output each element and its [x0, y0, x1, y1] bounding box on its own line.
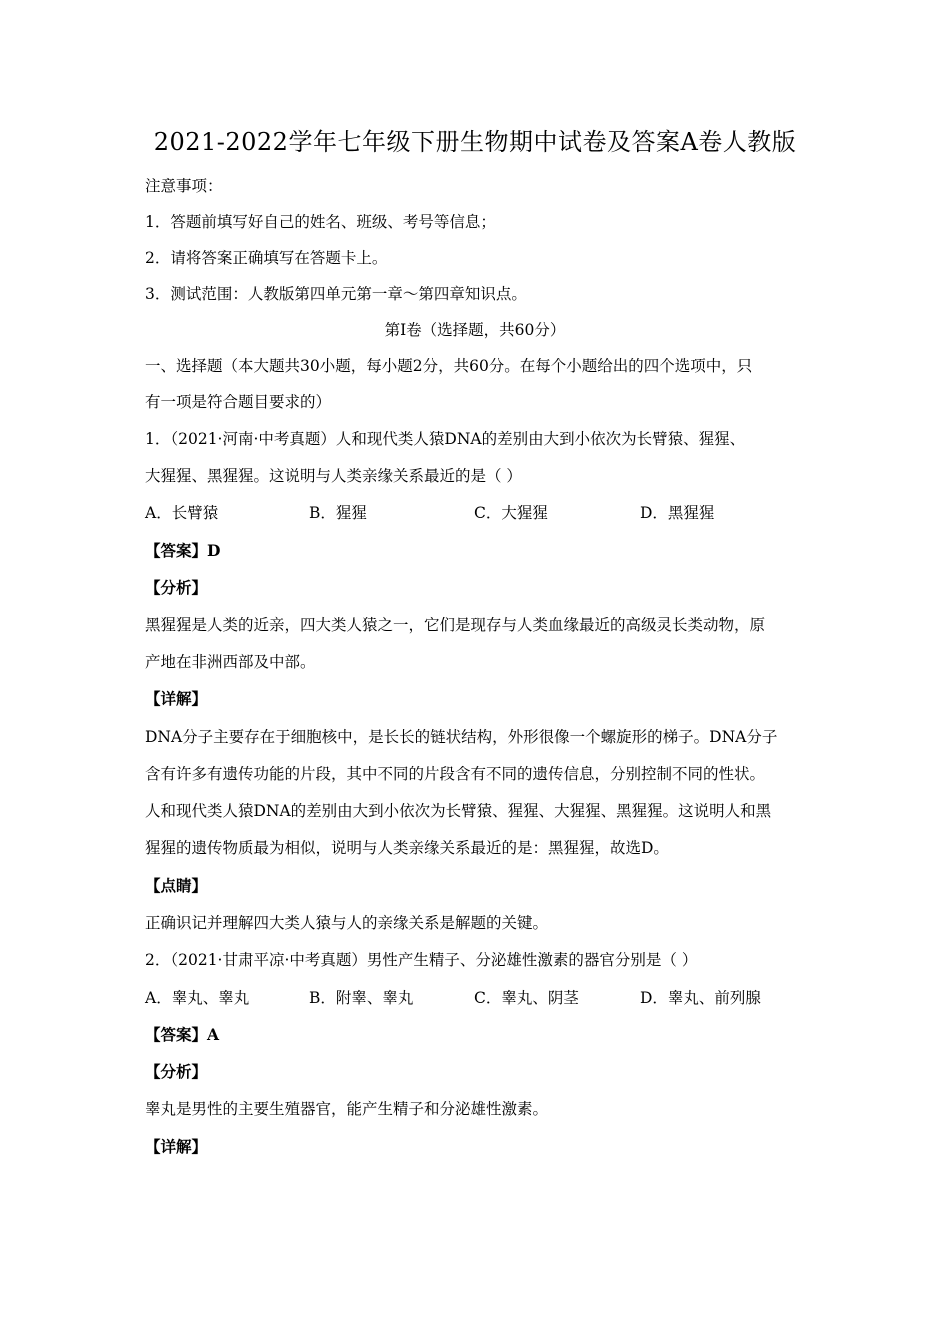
- question-2-option-a: A．睾丸、睾丸: [145, 989, 250, 1007]
- notice-item: 1．答题前填写好自己的姓名、班级、考号等信息；: [145, 213, 496, 231]
- question-2-option-c: C．睾丸、阴茎: [474, 989, 579, 1007]
- question-1-stem: 大猩猩、黑猩猩。这说明与人类亲缘关系最近的是（ ）: [145, 467, 522, 485]
- question-2-analysis: 睾丸是男性的主要生殖器官，能产生精子和分泌雄性激素。: [145, 1100, 549, 1118]
- question-1-detail: DNA分子主要存在于细胞核中，是长长的链状结构，外形很像一个螺旋形的梯子。DNA分子: [145, 728, 778, 746]
- section-intro: 有一项是符合题目要求的）: [145, 393, 332, 411]
- question-1-stem: 1．（2021·河南·中考真题）人和现代类人猿DNA的差别由大到小依次为长臂猿、猩猩、: [145, 430, 746, 448]
- question-2-option-d: D．睾丸、前列腺: [640, 989, 761, 1007]
- document-title: 2021-2022学年七年级下册生物期中试卷及答案A卷人教版: [153, 128, 797, 156]
- question-1-detail-label: 【详解】: [145, 689, 208, 708]
- question-1-option-a: A．长臂猿: [145, 504, 219, 522]
- question-1-tip: 正确识记并理解四大类人猿与人的亲缘关系是解题的关键。: [145, 914, 549, 932]
- section-intro: 一、选择题（本大题共30小题，每小题2分，共60分。在每个小题给出的四个选项中，只: [145, 357, 753, 375]
- question-2-analysis-label: 【分析】: [145, 1062, 208, 1081]
- question-1-detail: 含有许多有遗传功能的片段，其中不同的片段含有不同的遗传信息，分别控制不同的性状。: [145, 765, 766, 783]
- question-1-option-b: B．猩猩: [309, 504, 367, 522]
- question-1-analysis-label: 【分析】: [145, 578, 208, 597]
- notice-item: 2．请将答案正确填写在答题卡上。: [145, 249, 388, 267]
- notice-heading: 注意事项：: [145, 177, 223, 195]
- question-1-analysis: 产地在非洲西部及中部。: [145, 653, 316, 671]
- question-2-stem: 2．（2021·甘肃平凉·中考真题）男性产生精子、分泌雄性激素的器官分别是（ ）: [145, 951, 698, 969]
- question-2-detail-label: 【详解】: [145, 1137, 208, 1156]
- question-1-detail: 猩猩的遗传物质最为相似，说明与人类亲缘关系最近的是：黑猩猩，故选D。: [145, 839, 669, 857]
- question-1-analysis: 黑猩猩是人类的近亲，四大类人猿之一，它们是现存与人类血缘最近的高级灵长类动物，原: [145, 616, 766, 634]
- question-1-option-d: D．黑猩猩: [640, 504, 715, 522]
- question-1-tip-label: 【点睛】: [145, 876, 208, 895]
- question-2-answer: 【答案】A: [145, 1025, 220, 1044]
- notice-item: 3．测试范围：人教版第四单元第一章～第四章知识点。: [145, 285, 527, 303]
- question-1-answer: 【答案】D: [145, 541, 221, 560]
- question-1-option-c: C．大猩猩: [474, 504, 548, 522]
- section-title: 第I卷（选择题，共60分）: [384, 321, 566, 339]
- question-2-option-b: B．附睾、睾丸: [309, 989, 414, 1007]
- question-1-detail: 人和现代类人猿DNA的差别由大到小依次为长臂猿、猩猩、大猩猩、黑猩猩。这说明人和黑: [145, 802, 772, 820]
